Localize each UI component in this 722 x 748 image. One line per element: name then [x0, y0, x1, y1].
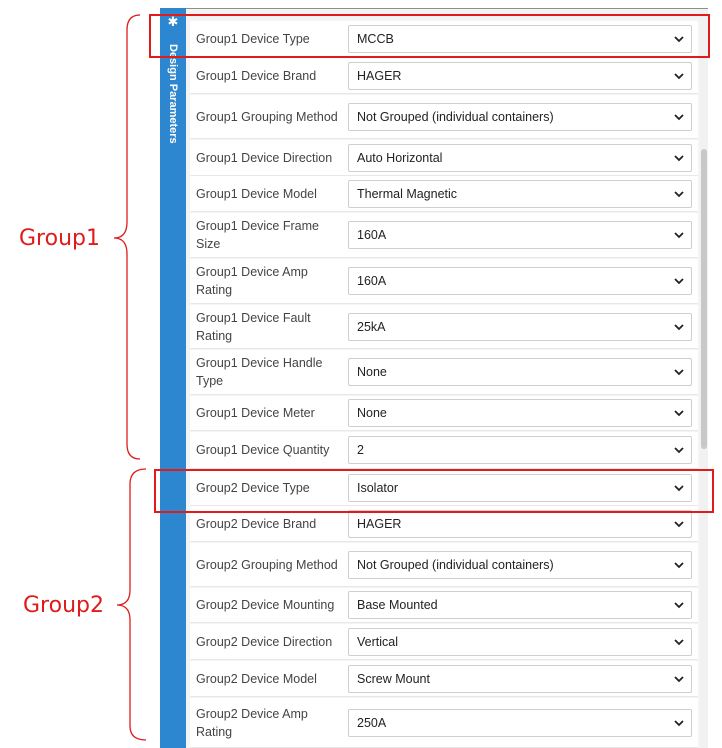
group1-device-handle-type-select[interactable] [348, 358, 692, 386]
param-label: Group1 Grouping Method [196, 109, 338, 124]
group1-device-direction-select[interactable] [348, 144, 692, 172]
group1-device-fault-rating-select[interactable] [348, 313, 692, 341]
select-value: None [357, 365, 387, 379]
group1-device-type-highlight [149, 14, 710, 58]
param-row-group2-device-model [190, 661, 698, 697]
chevron-down-icon [673, 636, 685, 648]
scrollbar-thumb[interactable] [701, 149, 707, 449]
select-value: 25kA [357, 319, 386, 334]
chevron-down-icon [673, 599, 685, 611]
param-label: Group2 Device Mounting [196, 598, 335, 612]
select-value: 160A [357, 228, 387, 242]
param-label: Group1 Device Frame Size [196, 219, 319, 251]
group1-device-amp-rating-select[interactable] [348, 267, 692, 295]
select-value: Not Grouped (individual containers) [357, 557, 554, 572]
chevron-down-icon [673, 518, 685, 530]
param-row-group1-device-fault-rating [190, 305, 698, 349]
select-value: 250A [357, 715, 387, 730]
select-value: Thermal Magnetic [357, 186, 458, 201]
param-row-group1-device-amp-rating [190, 259, 698, 304]
group2-grouping-method-select[interactable] [348, 551, 692, 579]
select-value: Screw Mount [357, 671, 430, 686]
param-label: Group1 Device Model [196, 186, 317, 201]
group1-device-quantity-select[interactable] [348, 436, 692, 464]
param-label: Group1 Device Amp Rating [196, 265, 308, 297]
select-value: HAGER [357, 516, 402, 531]
group2-device-brand-select[interactable] [348, 510, 692, 538]
param-row-group2-device-direction [190, 624, 698, 660]
select-value: Isolator [357, 480, 398, 495]
param-row-group2-grouping-method [190, 543, 698, 587]
param-label: Group2 Device Type [196, 480, 310, 495]
param-row-group1-device-model [190, 176, 698, 212]
group1-annotation: Group1 [19, 226, 100, 251]
select-value: 160A [357, 274, 387, 288]
chevron-down-icon [673, 152, 685, 164]
param-label: Group2 Device Brand [196, 516, 317, 531]
select-value: Vertical [357, 634, 398, 649]
group1-device-frame-size-select[interactable] [348, 221, 692, 249]
group2-device-mounting-select[interactable] [348, 591, 692, 619]
chevron-down-icon [673, 444, 685, 456]
param-row-group1-device-direction [190, 140, 698, 176]
group2-device-amp-rating-select[interactable] [348, 709, 692, 737]
param-label: Group2 Device Amp Rating [196, 706, 308, 739]
param-row-group1-device-brand [190, 58, 698, 94]
select-value: Not Grouped (individual containers) [357, 109, 554, 124]
group1-device-meter-select[interactable] [348, 399, 692, 427]
group1-device-brand-select[interactable] [348, 62, 692, 90]
param-label: Group2 Grouping Method [196, 557, 338, 572]
param-label: Group1 Device Type [196, 31, 310, 46]
param-row-group1-device-frame-size [190, 213, 698, 258]
group1-device-model-select[interactable] [348, 180, 692, 208]
chevron-down-icon [673, 673, 685, 685]
group-braces [0, 0, 160, 748]
param-label: Group2 Device Model [196, 671, 317, 686]
panel-scrollbar[interactable] [700, 9, 708, 748]
group2-device-type-highlight [154, 469, 714, 513]
chevron-down-icon [673, 188, 685, 200]
chevron-down-icon [673, 229, 685, 241]
param-row-group1-device-handle-type [190, 350, 698, 395]
param-row-group2-device-amp-rating [190, 698, 698, 748]
select-value: Auto Horizontal [357, 150, 443, 165]
design-parameters-tab-label: Design Parameters [167, 44, 179, 144]
group1-grouping-method-select[interactable] [348, 103, 692, 131]
chevron-down-icon [673, 111, 685, 123]
select-value: MCCB [357, 31, 394, 46]
design-parameters-tab[interactable] [160, 8, 186, 748]
param-label: Group1 Device Fault Rating [196, 310, 311, 343]
param-label: Group1 Device Brand [196, 68, 317, 83]
param-row-group2-device-mounting [190, 588, 698, 623]
select-value: HAGER [357, 68, 402, 83]
puzzle-icon: ✱ [167, 14, 179, 29]
chevron-down-icon [673, 717, 685, 729]
chevron-down-icon [673, 70, 685, 82]
chevron-down-icon [673, 407, 685, 419]
param-row-group1-device-meter [190, 396, 698, 431]
select-value: 2 [357, 443, 364, 457]
chevron-down-icon [673, 559, 685, 571]
chevron-down-icon [673, 275, 685, 287]
param-label: Group1 Device Direction [196, 150, 333, 165]
param-label: Group2 Device Direction [196, 634, 333, 649]
group2-annotation: Group2 [23, 593, 104, 618]
group2-device-direction-select[interactable] [348, 628, 692, 656]
chevron-down-icon [673, 366, 685, 378]
param-label: Group1 Device Meter [196, 406, 315, 420]
param-row-group1-grouping-method [190, 95, 698, 139]
group2-device-model-select[interactable] [348, 665, 692, 693]
group1-brace [114, 15, 140, 459]
param-label: Group1 Device Handle Type [196, 356, 323, 388]
chevron-down-icon [673, 321, 685, 333]
select-value: None [357, 406, 387, 420]
param-label: Group1 Device Quantity [196, 443, 330, 457]
group2-brace [117, 469, 146, 740]
select-value: Base Mounted [357, 598, 438, 612]
param-row-group1-device-quantity [190, 432, 698, 469]
